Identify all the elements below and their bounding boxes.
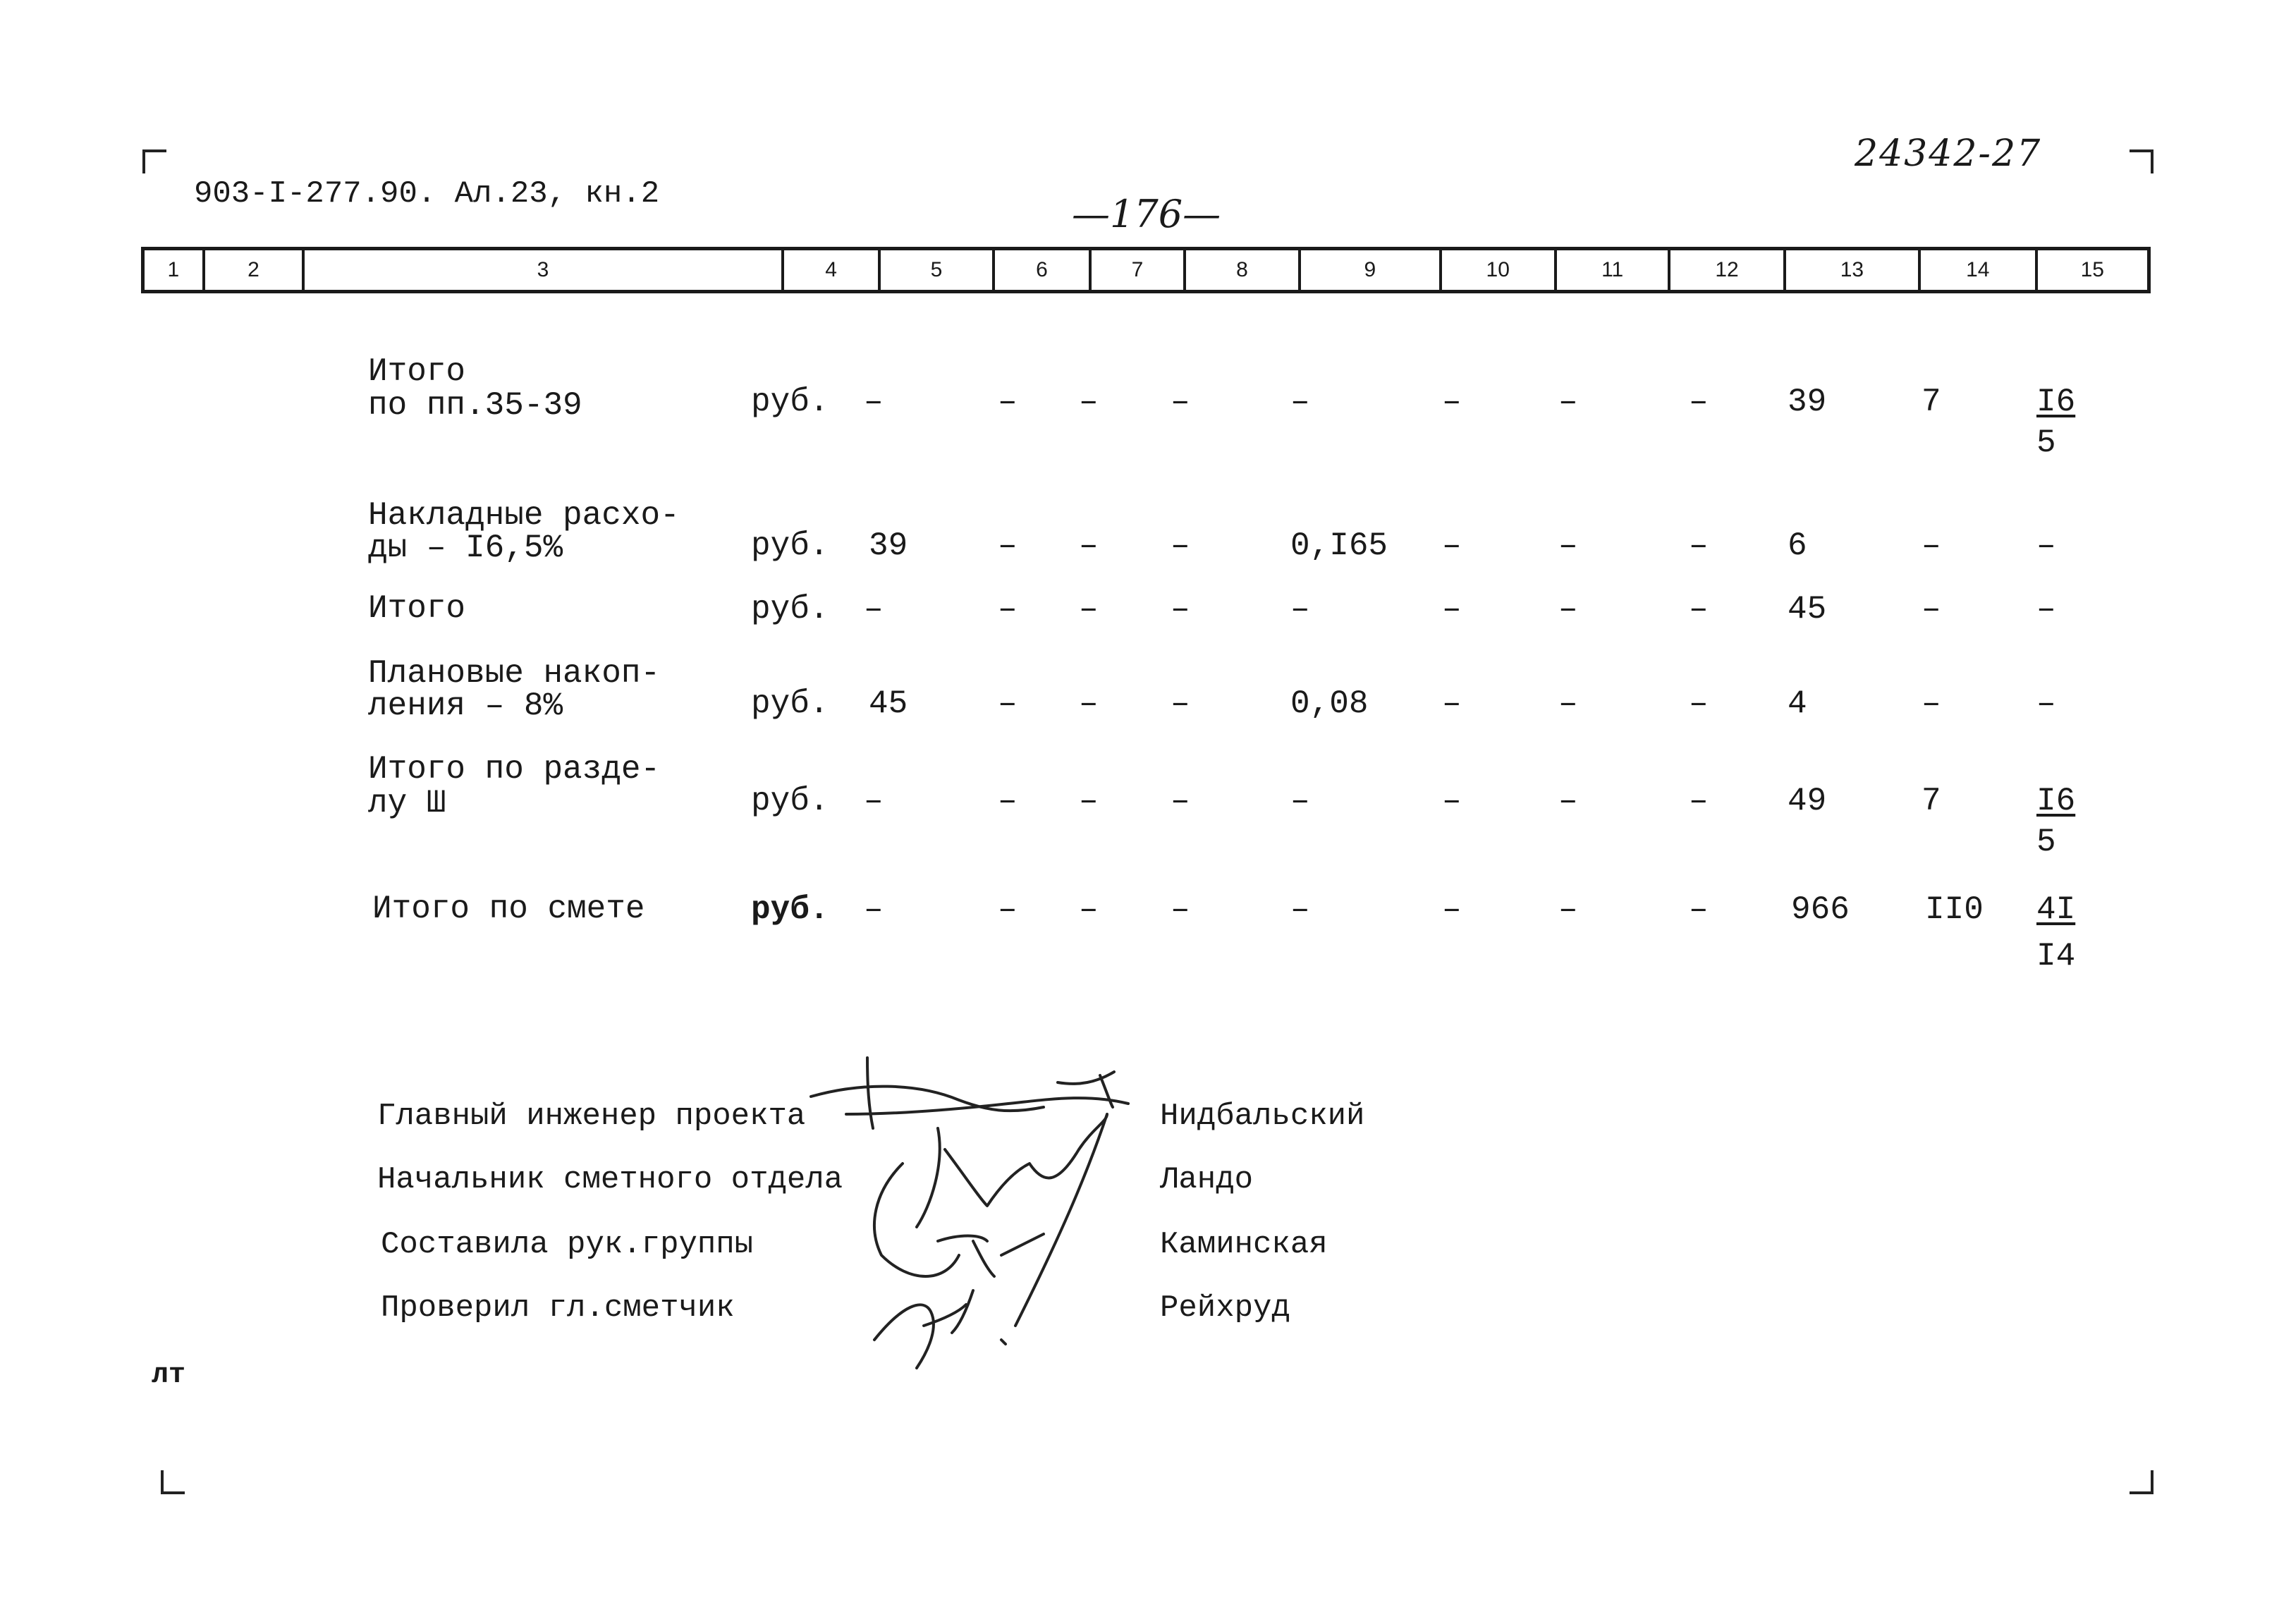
value-cell: –: [998, 527, 1018, 564]
value-cell: –: [2036, 685, 2056, 722]
row-label-line: Плановые накоп-: [368, 655, 661, 692]
fraction-denominator: 5: [2036, 425, 2056, 461]
value-cell: –: [1442, 591, 1462, 628]
value-cell: 39: [1788, 384, 1827, 420]
value-cell: –: [864, 591, 884, 628]
page-number: —176—: [1072, 192, 1221, 236]
value-cell: –: [1171, 527, 1190, 564]
unit-cell: руб.: [751, 384, 829, 420]
column-header: 7: [1092, 250, 1186, 290]
column-header: 14: [1921, 250, 2037, 290]
column-header: 15: [2080, 258, 2104, 281]
value-cell: –: [1171, 783, 1190, 819]
fraction-denominator: 5: [2036, 824, 2056, 860]
value-cell: –: [1689, 685, 1709, 722]
row-label-line: Итого по разде-: [368, 751, 661, 788]
value-cell: –: [1922, 685, 1941, 722]
value-cell: –: [1922, 591, 1941, 628]
value-cell: –: [1442, 783, 1462, 819]
value-cell: –: [1689, 783, 1709, 819]
document-code: 903-I-277.90. Ал.23, кн.2: [194, 176, 660, 212]
signature-name: Каминская: [1160, 1227, 1328, 1262]
value-cell: –: [1171, 685, 1190, 722]
value-cell: –: [998, 685, 1018, 722]
signature-role: Проверил гл.сметчик: [381, 1290, 735, 1326]
value-cell: –: [1558, 527, 1578, 564]
column-header: 12: [1670, 250, 1785, 290]
fraction-numerator: I6: [2036, 384, 2076, 420]
row-label-line: Накладные расхо-: [368, 497, 680, 534]
value-cell: II0: [1925, 891, 1984, 928]
value-cell: –: [1079, 384, 1099, 420]
value-cell: –: [1442, 384, 1462, 420]
unit-cell: руб.: [751, 891, 829, 928]
value-cell: –: [1171, 891, 1190, 928]
value-cell: 4: [1788, 685, 1807, 722]
column-header: 5: [881, 250, 994, 290]
row-label-line: ды – I6,5%: [368, 530, 563, 566]
fraction-denominator: I4: [2036, 938, 2076, 975]
value-cell: –: [864, 384, 884, 420]
value-cell: –: [1442, 527, 1462, 564]
unit-cell: руб.: [751, 527, 829, 564]
column-header: 13: [1786, 250, 1921, 290]
value-cell: –: [1922, 527, 1941, 564]
column-header: 8: [1186, 250, 1301, 290]
signature-role: Главный инженер проекта: [377, 1099, 806, 1134]
footer-mark: лт: [152, 1360, 186, 1391]
value-cell: –: [1689, 527, 1709, 564]
unit-cell: руб.: [751, 783, 829, 819]
row-label-line: лу Ш: [368, 785, 446, 822]
column-header: 4: [784, 250, 881, 290]
column-header: 3: [305, 250, 784, 290]
value-cell: 966: [1791, 891, 1850, 928]
value-cell: –: [1689, 891, 1709, 928]
value-cell: 0,08: [1290, 685, 1369, 722]
value-cell: –: [1442, 891, 1462, 928]
column-header: 9: [1301, 250, 1441, 290]
column-header: 10: [1442, 250, 1557, 290]
value-cell: –: [1558, 891, 1578, 928]
value-cell: 39: [869, 527, 908, 564]
value-cell: 49: [1788, 783, 1827, 819]
value-cell: –: [2036, 591, 2056, 628]
value-cell: –: [1171, 591, 1190, 628]
column-header: 1: [145, 250, 205, 290]
value-cell: –: [1558, 685, 1578, 722]
corner-mark-bottom-right: [2130, 1470, 2153, 1494]
value-cell: –: [864, 783, 884, 819]
value-cell: –: [998, 891, 1018, 928]
value-cell: 7: [1922, 783, 1941, 819]
row-label-line: ления – 8%: [368, 688, 563, 724]
signature-name: Нидбальский: [1160, 1099, 1365, 1134]
value-cell: –: [1558, 384, 1578, 420]
column-header: 2: [205, 250, 305, 290]
row-label-line: Итого по смете: [372, 891, 645, 927]
value-cell: –: [1290, 783, 1310, 819]
value-cell: –: [1689, 384, 1709, 420]
row-label-line: Итого: [368, 353, 466, 390]
value-cell: –: [998, 384, 1018, 420]
value-cell: 7: [1922, 384, 1941, 420]
value-cell: –: [1558, 783, 1578, 819]
column-header: 6: [995, 250, 1092, 290]
value-cell: –: [1290, 891, 1310, 928]
value-cell: –: [998, 783, 1018, 819]
value-cell: –: [1290, 591, 1310, 628]
fraction-numerator: 4I: [2036, 891, 2076, 928]
row-label-line: Итого: [368, 590, 466, 627]
corner-mark-top-right: [2130, 149, 2153, 173]
value-cell: 6: [1788, 527, 1807, 564]
value-cell: –: [1079, 527, 1099, 564]
column-header-row: [141, 247, 2151, 293]
signature-role: Начальник сметного отдела: [377, 1162, 843, 1197]
handwritten-signatures: [776, 1044, 1199, 1396]
value-cell: –: [1079, 891, 1099, 928]
value-cell: 0,I65: [1290, 527, 1388, 564]
value-cell: –: [1079, 685, 1099, 722]
value-cell: –: [1442, 685, 1462, 722]
value-cell: –: [864, 891, 884, 928]
corner-mark-bottom-left: [161, 1470, 185, 1494]
value-cell: –: [1558, 591, 1578, 628]
signature-name: Ландо: [1160, 1162, 1254, 1197]
unit-cell: руб.: [751, 685, 829, 722]
value-cell: 45: [1788, 591, 1827, 628]
fraction-numerator: I6: [2036, 783, 2076, 819]
value-cell: –: [1290, 384, 1310, 420]
signature-name: Рейхруд: [1160, 1290, 1290, 1326]
signature-role: Составила рук.группы: [381, 1227, 754, 1262]
value-cell: 45: [869, 685, 908, 722]
value-cell: –: [1079, 783, 1099, 819]
value-cell: –: [1079, 591, 1099, 628]
value-cell: –: [1689, 591, 1709, 628]
row-label-line: по пп.35-39: [368, 387, 582, 424]
column-header: 11: [1557, 250, 1670, 290]
value-cell: –: [1171, 384, 1190, 420]
value-cell: –: [2036, 527, 2056, 564]
value-cell: –: [998, 591, 1018, 628]
corner-mark-top-left: [142, 149, 166, 173]
unit-cell: руб.: [751, 591, 829, 628]
reference-number: 24342-27: [1855, 133, 2042, 175]
